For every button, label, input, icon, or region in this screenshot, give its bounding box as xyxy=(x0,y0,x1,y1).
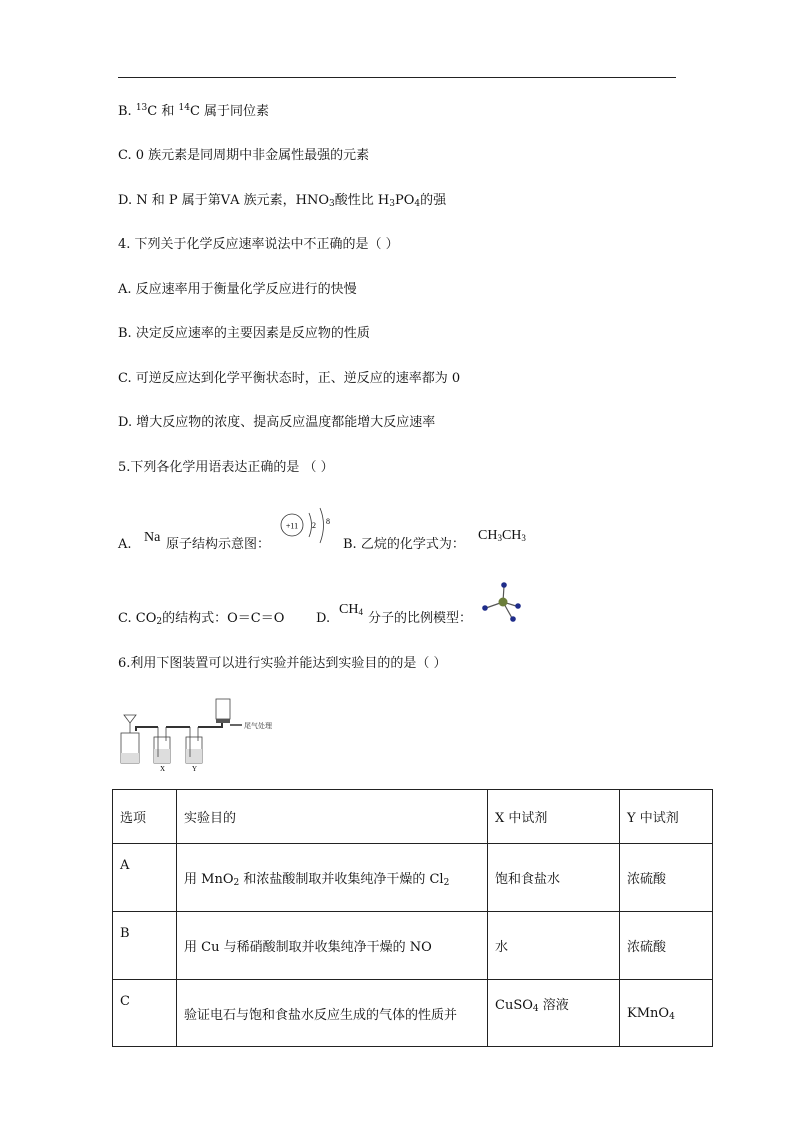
row-c-y: KMnO$_4$ xyxy=(620,980,713,1047)
gas-apparatus-diagram xyxy=(116,697,296,777)
row-b-purpose: 用 Cu 与稀硝酸制取并收集纯净干燥的 NO xyxy=(177,912,488,980)
q5-option-a-symbol: Na xyxy=(144,530,161,545)
row-a-x: 饱和食盐水 xyxy=(488,844,620,912)
q4-stem: 4. 下列关于化学反应速率说法中不正确的是（ ） xyxy=(118,237,399,252)
row-c-purpose: 验证电石与饱和食盐水反应生成的气体的性质并 xyxy=(177,980,488,1047)
table-header-row xyxy=(113,790,713,844)
table-row xyxy=(113,844,713,912)
q4-option-b: B. 决定反应速率的主要因素是反应物的性质 xyxy=(118,326,370,341)
q4-option-a: A. 反应速率用于衡量化学反应进行的快慢 xyxy=(118,282,357,297)
row-a-y: 浓硫酸 xyxy=(620,844,713,912)
q3-option-b: B. $^{13}$C 和 $^{14}$C 属于同位素 xyxy=(118,103,270,119)
q5-option-a-letter: A. xyxy=(118,537,132,552)
q5-option-c: C. $CO_2$的结构式：O＝C＝O xyxy=(118,611,285,627)
methane-formula: $CH_4$ xyxy=(339,602,363,617)
shell-2-count: 8 xyxy=(326,517,330,526)
q5-option-d-text: 分子的比例模型： xyxy=(368,611,473,626)
q5-option-b-text: B. 乙烷的化学式为： xyxy=(343,537,465,552)
row-b-y: 浓硫酸 xyxy=(620,912,713,980)
q3-option-d: D. N 和 P 属于第ⅤA 族元素，$HNO_3$酸性比 $H_3PO_4$的强 xyxy=(118,193,447,209)
q5-option-a-text: 原子结构示意图： xyxy=(166,537,271,552)
q5-stem: 5.下列各化学用语表达正确的是 （ ） xyxy=(118,460,334,475)
table-row xyxy=(113,912,713,980)
q6-options-table xyxy=(112,789,713,1047)
label-x: X xyxy=(160,765,166,773)
q4-option-c: C. 可逆反应达到化学平衡状态时，正、逆反应的速率都为 0 xyxy=(118,371,461,386)
header-y-reagent: Y 中试剂 xyxy=(620,790,713,844)
nucleus-charge: +11 xyxy=(285,521,299,531)
sodium-atom-diagram xyxy=(276,503,338,551)
header-x-reagent: X 中试剂 xyxy=(488,790,620,844)
table-row xyxy=(113,980,713,1047)
tail-gas-label: 尾气处理 xyxy=(244,722,272,730)
header-purpose: 实验目的 xyxy=(177,790,488,844)
ethane-formula: $CH_3CH_3$ xyxy=(478,528,526,543)
label-y: Y xyxy=(192,765,198,773)
row-b-x: 水 xyxy=(488,912,620,980)
header-rule xyxy=(118,77,676,78)
header-option: 选项 xyxy=(113,790,177,844)
q5-option-d-letter: D. xyxy=(316,611,331,626)
row-a-option: A xyxy=(113,844,177,912)
methane-model-image xyxy=(478,580,526,626)
q4-option-d: D. 增大反应物的浓度、提高反应温度都能增大反应速率 xyxy=(118,415,436,430)
q3-option-c: C. 0 族元素是同周期中非金属性最强的元素 xyxy=(118,148,370,163)
row-c-option: C xyxy=(113,980,177,1047)
q6-stem: 6.利用下图装置可以进行实验并能达到实验目的的是（ ） xyxy=(118,656,447,671)
row-b-option: B xyxy=(113,912,177,980)
row-c-x: CuSO$_4$ 溶液 xyxy=(488,980,620,1047)
row-a-purpose: 用 MnO$_2$ 和浓盐酸制取并收集纯净干燥的 $Cl_2$ xyxy=(177,844,488,912)
shell-1-count: 2 xyxy=(312,521,316,530)
